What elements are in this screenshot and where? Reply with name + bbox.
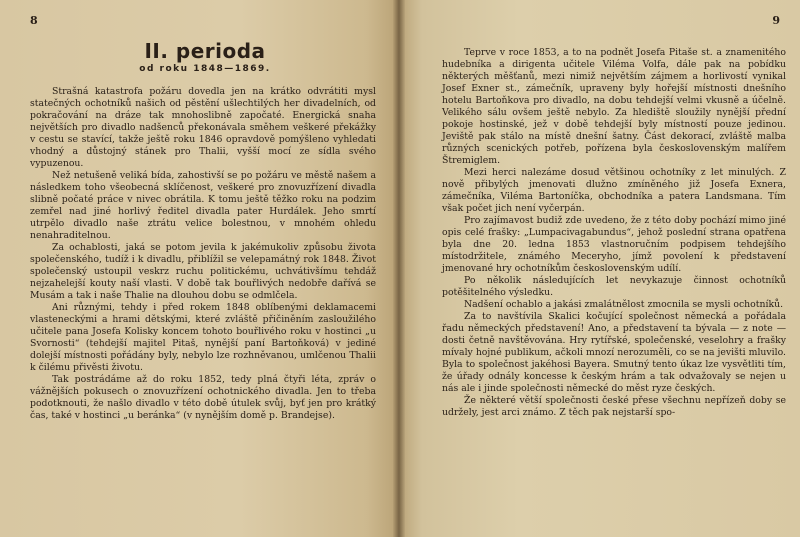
chapter-title: II. perioda bbox=[144, 39, 266, 63]
paragraph: Za ochablosti, jaká se potom jevila k jakémukoliv způsobu života společenského, tudíž i k divadlu, přiblížil se velepamátný rok 1848. Život společenský ustoupil veskrz ruchu politickému, uchvátivšímu tehdáž nejzahelejší kouty naší vlasti. V době tak bouřlivých nedobře dařívá se Musám a tak i naše Thalie na dlouhou dobu se odmlčela. bbox=[30, 242, 376, 301]
paragraph: Ani různými, tehdy i před rokem 1848 oblíbenými deklamacemi vlasteneckými a hrami dětskými, které zvláště přičiněním zasloužilého učitele pana Josefa Kolisky koncem tohoto bouřlivého roku v hostinci „u Svornosti“ (tehdejší majitel Pitaš, nynější paní Bartoňková) v jediné dolejší místnosti pořádány byly, nebylo lze rozhněvanou, umlčenou Thalii k čilému přivěsti životu. bbox=[30, 302, 376, 373]
chapter-subtitle: od roku 1848—1869. bbox=[139, 64, 271, 74]
paragraph: Teprve v roce 1853, a to na podnět Josefa Pitaše st. a znamenitého hudebníka a dirigenta učitele Viléma Volfa, dále pak na pobídku některých měšťanů, mezi nimiž největším zájmem a horlivostí vynikal Josef Exner st., zámečník, upraveny byly hořejší místnosti dnešního hotelu Bartoňkova pro divadlo, na dobu tehdejší velmi vkusně a účelně. Velikého sálu ovšem ještě nebylo. Za hlediště sloužily nynější přední pokoje hostinské, jež v době tehdejší byly místností pouze jedinou. Jeviště pak stálo na místě dnešní šatny. Část dekorací, zvláště malba různých scenických potřeb, pořízena byla československým malířem Štremiglem. bbox=[442, 47, 786, 166]
paragraph: Než netušeně veliká bída, zahostivší se po požáru ve městě našem a následkem toho všeobecná sklíčenost, veškeré pro znovuzřízení divadla slibně počaté práce v nivec obrátila. K tomu ještě těžko roku na podzim zemřel nad jiné horlivý ředitel divadla pater Hurdálek. Jeho smrtí utrpělo divadlo naše ztrátu velice bolestnou, v mnohém ohledu nenahraditelnou. bbox=[30, 170, 376, 241]
paragraph: Po několik následujících let nevykazuje činnost ochotníků potěšitelného výsledku. bbox=[442, 275, 786, 298]
left-page bbox=[0, 0, 398, 537]
page-number: 9 bbox=[772, 14, 780, 27]
paragraph: Nadšení ochablo a jakási zmalátnělost zmocnila se mysli ochotníků. bbox=[464, 299, 784, 310]
book-gutter bbox=[393, 0, 405, 537]
paragraph: Pro zajímavost budiž zde uvedeno, že z této doby pochází mimo jiné opis celé frašky: „Lumpacivagabundus“, jehož poslední strana opatřena byla dne 20. ledna 1853 vlastnoručním podpisem tehdejšího místodržitele, známého Meceryho, jímž povolení k představení jmenované hry ochotníkům československým udílí. bbox=[442, 215, 786, 274]
paragraph: Mezi herci nalezáme dosud většinou ochotníky z let minulých. Z nově přibylých jmenovati dlužno zmíněného již Josefa Exnera, zámečníka, Viléma Bartoníčka, obchodníka a patera Landsmana. Tím však počet jich není vyčerpán. bbox=[442, 167, 786, 214]
paragraph: Tak postrádáme až do roku 1852, tedy plná čtyři léta, zpráv o vážnějších pokusech o znovuzřízení ochotnického divadla. Jen to třeba podotknouti, že našlo divadlo v této době útulek svůj, byť jen pro krátký čas, také v hostinci „u beránka“ (v nynějším domě p. Brandejse). bbox=[30, 374, 376, 421]
right-body-text bbox=[442, 47, 786, 419]
left-body-text bbox=[30, 86, 376, 422]
page-number: 8 bbox=[30, 14, 38, 27]
paragraph: Že některé větší společnosti české přese všechnu nepřízeň doby se udržely, jest arci známo. Z těch pak nejstarší spo- bbox=[442, 395, 786, 418]
paragraph: Strašná katastrofa požáru dovedla jen na krátko odvrátiti mysl statečných ochotníků našich od pěstění ušlechtilých her divadelních, od pokračování na dráze tak mnohoslibně započaté. Energická snaha největších pro divadlo nadšenců překonávala směhem veškeré překážky v cestu se stavící, takže ještě roku 1846 opravdově pomýšleno vyhledati vhodný a důstojný stánek pro Thalii, vyšší mocí ze sídla svého vypuzenou. bbox=[30, 86, 376, 169]
paragraph: Za to navštívila Skalici kočující společnost německá a pořádala řadu německých představení! Ano, a představení ta bývala — z note — dosti četně navštěvována. Hry rytířské, společenské, veselohry a frašky mívaly hojné publikum, ačkoli mnozí nerozuměli, co se na jevišti mluvilo. Byla to společnost jakéhosi Bayera. Smutný tento úkaz lze vysvětliti tím, že úřady odnály koncesse k českým hrám a tak odvažovaly se nejen u nás ale i jinde společnosti německé do měst ryze českých. bbox=[442, 311, 786, 394]
right-page bbox=[398, 0, 800, 537]
